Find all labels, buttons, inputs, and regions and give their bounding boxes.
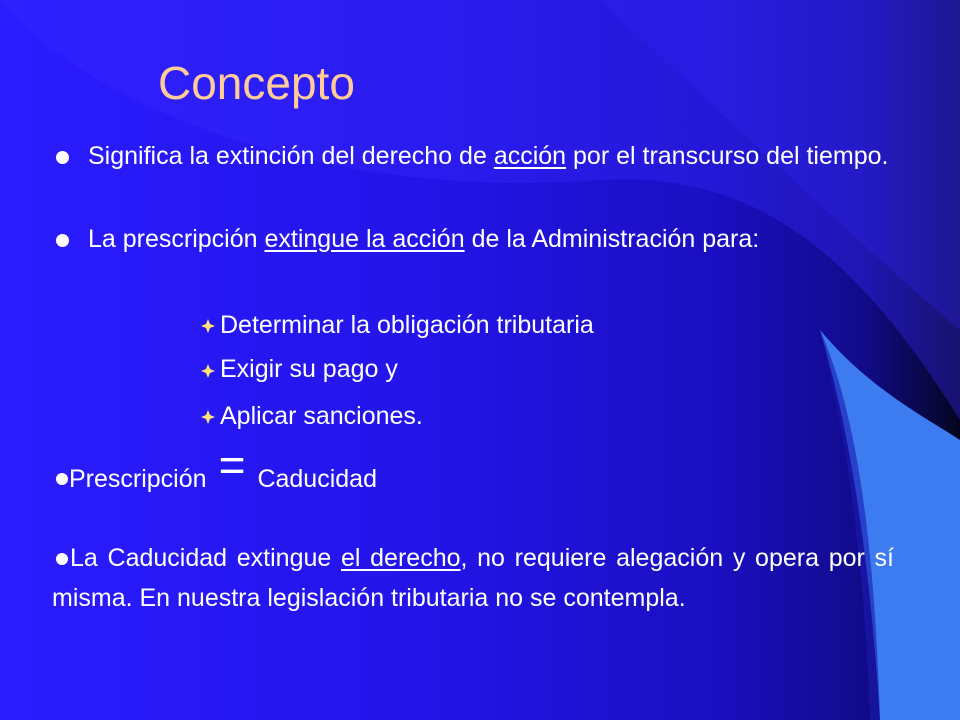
bullet-3-text <box>69 439 377 495</box>
equals-sign: = <box>218 439 246 491</box>
bullet-1-post: por el transcurso del tiempo. <box>566 142 889 170</box>
sub-item-1: Determinar la obligación tributaria <box>220 311 594 339</box>
right-swoosh <box>820 330 960 720</box>
bullet-4-pre: La Caducidad extingue <box>70 544 341 572</box>
diamond-bullet-icon <box>201 364 215 378</box>
bullet-dot <box>56 151 69 164</box>
bullet-1-underlined: acción <box>493 142 567 170</box>
bullet-dot <box>56 234 69 247</box>
bullet-2-text <box>88 223 894 255</box>
bullet-1-pre: Significa la extinción del derecho de <box>88 142 494 170</box>
bullet-4-text <box>52 538 894 618</box>
diamond-bullet-icon <box>201 319 215 333</box>
bullet-2-pre: La prescripción <box>88 225 265 253</box>
diamond-bullet-icon <box>201 410 215 424</box>
bullet-dot <box>56 473 68 485</box>
bullet-3-left: Prescripción <box>69 465 207 493</box>
bullet-1-text <box>88 140 894 172</box>
bullet-2-underlined: extingue la acción <box>264 225 465 253</box>
sub-item-2: Exigir su pago y <box>220 355 398 383</box>
slide-title: Concepto <box>158 57 355 109</box>
sub-item-3: Aplicar sanciones. <box>220 402 423 430</box>
bullet-3-right: Caducidad <box>257 465 377 493</box>
bullet-4-post: , no requiere alegación y opera por sí misma. En nuestra legislación tributaria no se contempla. <box>52 544 894 612</box>
bullet-4-underlined: el derecho <box>340 544 461 572</box>
bullet-2-post: de la Administración para: <box>464 225 760 253</box>
